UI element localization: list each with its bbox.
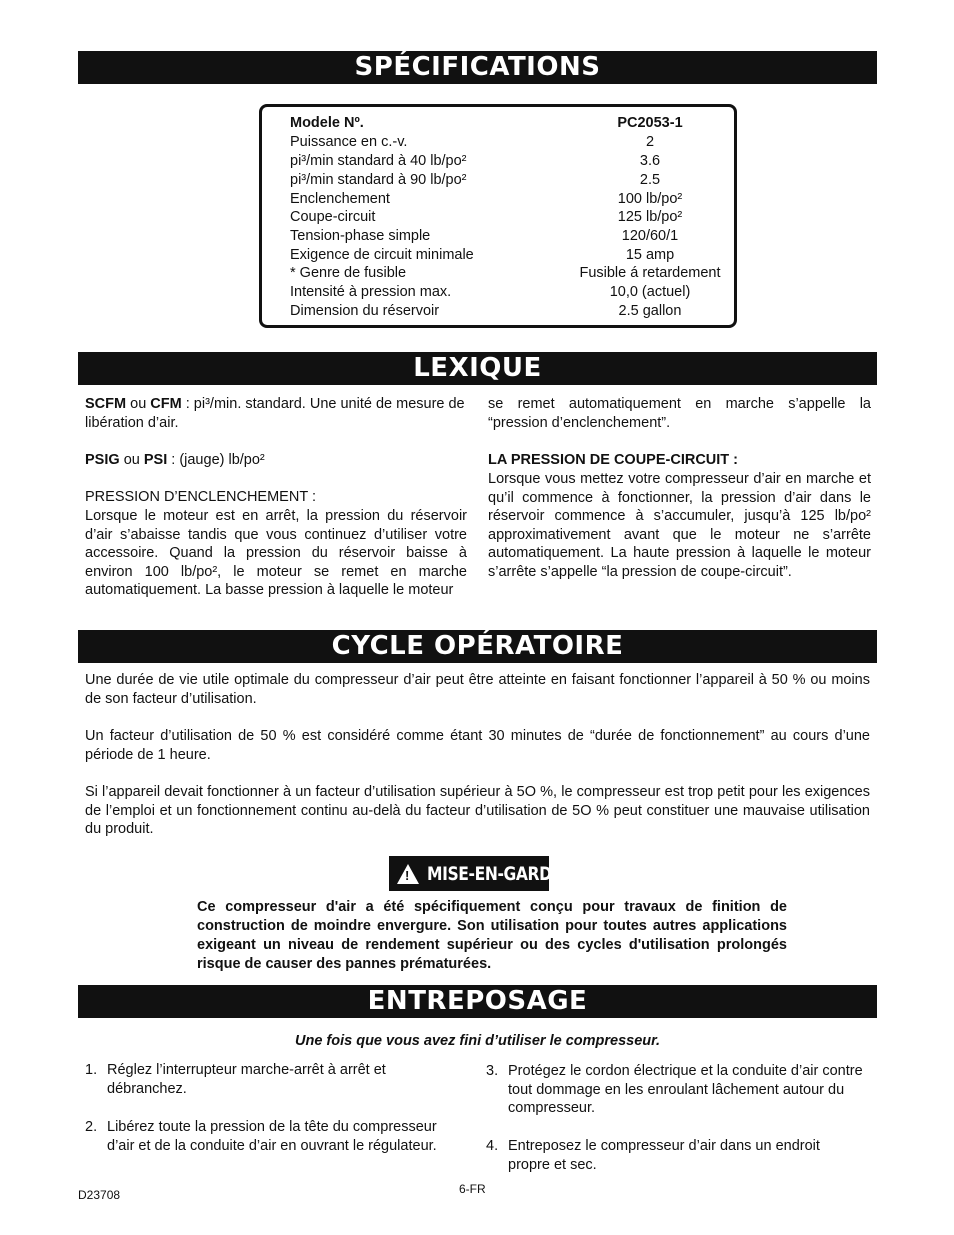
list-text: Libérez toute la pression de la tête du compresseur d’air et de la conduite d’air en ouvrant le régulateur. [107, 1119, 437, 1154]
spec-label: pi³/min standard à 90 lb/po² [290, 172, 467, 188]
term-cfm: CFM [150, 396, 182, 412]
glossary-cutout-text: Lorsque vous mettez votre compresseur d’air en marche et qu’il commence à fonctionner, la pression d’air dans le réservoir commence à s’accumuler, jusqu’à 125 lb/po² approximativement avant que le moteur ne s’arrête automatiquement. La haute pression à laquelle le moteur s’arrête s’appelle “la pression de coupe-circuit”. [488, 471, 871, 580]
term-or: ou [130, 396, 147, 412]
spec-row [290, 247, 730, 266]
spec-row [290, 303, 730, 322]
spec-value: 120/60/1 [621, 228, 679, 244]
glossary-psig [85, 451, 470, 470]
spec-value: 100 lb/po² [617, 191, 683, 207]
list-text: Protégez le cordon électrique et la conduite d’air contre tout dommage en les enroulant lâchement autour du compresseur. [508, 1063, 863, 1116]
page-number: 6-FR [459, 1182, 486, 1196]
glossary-pressure-on-continued: se remet automatiquement en marche s’appelle la “pression d’enclenchement”. [488, 396, 871, 431]
spec-value: 125 lb/po² [617, 209, 683, 225]
spec-row [290, 209, 730, 228]
specifications-heading: SPÉCIFICATIONS [78, 51, 877, 84]
lexique-heading: LEXIQUE [78, 352, 877, 385]
spec-value: Fusible á retardement [579, 265, 721, 281]
spec-label: Dimension du réservoir [290, 303, 440, 319]
list-number: 3. [486, 1063, 499, 1079]
spec-label: * Genre de fusible [290, 265, 407, 281]
list-number: 1. [85, 1062, 98, 1078]
list-text: Réglez l’interrupteur marche-arrêt à arrêt et débranchez. [107, 1062, 386, 1097]
term-definition: : pi³/min. standard. Une unité de mesure de libération d’air. [85, 396, 465, 431]
term-psig: PSIG [85, 452, 120, 468]
spec-header-row [290, 115, 730, 134]
spec-value: PC2053-1 [617, 115, 683, 131]
term-or: ou [123, 452, 140, 468]
specifications-table [259, 104, 737, 328]
list-text: Entreposez le compresseur d’air dans un endroit propre et sec. [508, 1138, 820, 1173]
spec-label: Enclenchement [290, 191, 390, 207]
spec-label: Coupe-circuit [290, 209, 376, 225]
warning-badge [389, 856, 562, 891]
glossary-pressure-on-text: Lorsque le moteur est en arrêt, la pression du réservoir d’air s’abaisse tandis que vous continuez d’utiliser votre accessoire. Quand la pression du réservoir baisse à environ 100 lb/po², le moteur se remet en marche automatiquement. La basse pression à laquelle le moteur [85, 508, 467, 598]
spec-label: Tension-phase simple [290, 228, 431, 244]
cycle-paragraph-3: Si l’appareil devait fonctionner à un facteur d’utilisation supérieur à 5O %, le compresseur est trop petit pour les exigences de l’emploi et un fonctionnement continu au-delà du facteur d’utilisation de 5O % peut constituer une mauvaise utilisation du produit. [85, 784, 870, 837]
spec-value: 2.5 gallon [618, 303, 682, 319]
spec-row [290, 284, 730, 303]
spec-label: Puissance en c.-v. [290, 134, 408, 150]
spec-label: Exigence de circuit minimale [290, 247, 474, 263]
glossary-scfm [85, 395, 470, 432]
list-number: 4. [486, 1138, 499, 1154]
warning-label: MISE-EN-GARDE [427, 862, 562, 885]
term-definition: : (jauge) lb/po² [171, 452, 265, 468]
glossary-cutout-title: LA PRESSION DE COUPE-CIRCUIT : [488, 452, 739, 468]
entreposage-heading: ENTREPOSAGE [78, 985, 877, 1018]
spec-row [290, 134, 730, 153]
spec-value: 2.5 [639, 172, 661, 188]
spec-row [290, 172, 730, 191]
spec-row [290, 191, 730, 210]
cycle-paragraph-1: Une durée de vie utile optimale du compresseur d’air peut être atteinte en faisant fonctionner l’appareil à 50 % ou moins de son facteur d’utilisation. [85, 672, 870, 707]
spec-value: 3.6 [639, 153, 661, 169]
cycle-paragraph-2: Un facteur d’utilisation de 50 % est considéré comme étant 30 minutes de “durée de fonctionnement” au cours d’une période de 1 heure. [85, 728, 870, 763]
spec-value: 2 [645, 134, 655, 150]
spec-row [290, 265, 730, 284]
cycle-heading: CYCLE OPÉRATOIRE [78, 630, 877, 663]
spec-row [290, 228, 730, 247]
storage-intro: Une fois que vous avez fini d’utiliser le compresseur. [294, 1033, 661, 1049]
warning-triangle-icon: ! [397, 864, 419, 884]
spec-label: Modele Nº. [290, 115, 364, 131]
document-code: D23708 [78, 1188, 121, 1202]
list-number: 2. [85, 1119, 98, 1135]
term-psi: PSI [143, 452, 168, 468]
spec-row [290, 153, 730, 172]
spec-label: Intensité à pression max. [290, 284, 452, 300]
spec-label: pi³/min standard à 40 lb/po² [290, 153, 467, 169]
spec-value: 15 amp [625, 247, 675, 263]
glossary-pressure-on-title: PRESSION D’ENCLENCHEMENT : [85, 489, 316, 505]
term-scfm: SCFM [85, 396, 127, 412]
warning-text: Ce compresseur d'air a été spécifiquement conçu pour travaux de finition de construction de moindre envergure. Son utilisation pour toutes autres applications exigeant un niveau de rendement supérieur ou des cycles d'utilisation prolongés risque de causer des pannes prématurées. [197, 899, 787, 972]
spec-value: 10,0 (actuel) [609, 284, 691, 300]
